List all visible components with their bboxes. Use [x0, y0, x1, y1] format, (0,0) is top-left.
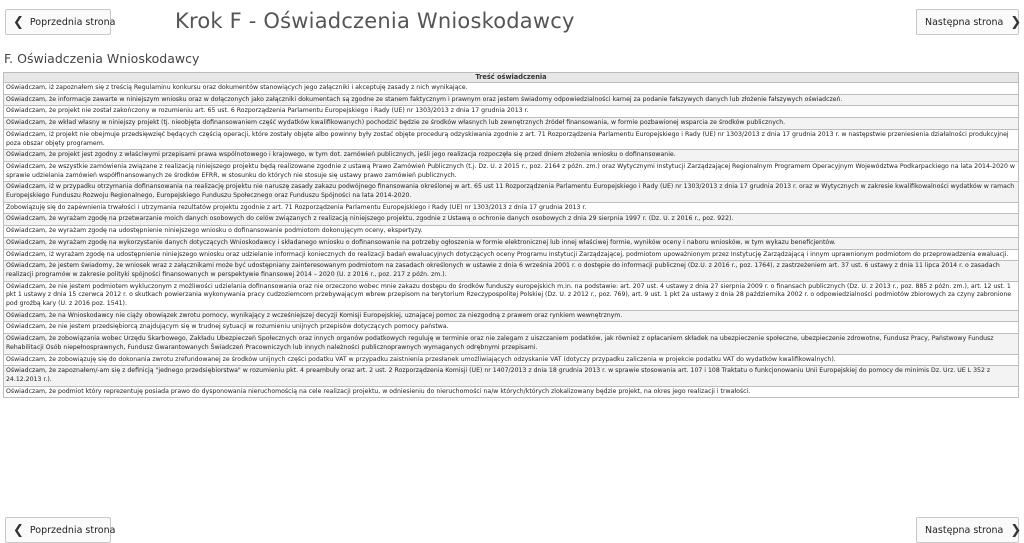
column-header-declaration: Treść oświadczenia [4, 73, 1019, 83]
table-row [4, 310, 1019, 322]
chevron-left-icon: ❮ [13, 14, 24, 30]
table-row [4, 261, 1019, 281]
chevron-right-icon: ❯ [1010, 14, 1022, 30]
table-row [4, 334, 1019, 354]
table-row [4, 249, 1019, 261]
table-row [4, 83, 1019, 95]
declaration-text: Oświadczam, że projekt jest zgodny z właściwymi przepisami prawa wspólnotowego i krajowego, w tym dot. zamówień publicznych, jeśli jego realizacja rozpoczęła się przed dniem złożenia wniosku o dofinansowanie. [4, 150, 1019, 162]
declarations-table [3, 72, 1019, 398]
prev-page-button-bottom[interactable] [5, 517, 116, 543]
table-row [4, 354, 1019, 366]
declarations-table-body [4, 83, 1019, 398]
chevron-right-icon: ❯ [1010, 522, 1022, 538]
chevron-left-icon: ❮ [13, 522, 24, 538]
declaration-text: Oświadczam, że wyrażam zgodę na udostępnienie niniejszego wniosku o dofinansowanie podmiotom dokonującym oceny, ekspertyzy. [4, 226, 1019, 238]
declaration-text: Oświadczam, że nie jestem podmiotem wykluczonym z możliwości udzielania dofinansowania oraz nie orzeczono wobec mnie zakazu dostępu do środków funduszy europejskich m.in. na podstawie: art. 207 ust. 4 ustawy z dnia 27 sierpnia 2009 r. o finansach publicznych (Dz. U. z 2013 r., poz. 885 z późn. zm.), art. 12 ust. 1 pkt 1 ustawy z dnia 15 czerwca 2012 r. o skutkach powierzania wykonywania pracy cudzoziemcom przebywającym wbrew przepisom na terytorium Rzeczypospolitej Polskiej (Dz. U. z 2012 r., poz. 769), art. 9 ust. 1 pkt 2a ustawy z dnia 28 października 2002 r. o odpowiedzialności podmiotów zbiorowych za czyny zabronione pod groźbą kary (U. z 2016 poz. 1541). [4, 281, 1019, 310]
table-row [4, 202, 1019, 214]
next-page-button-top[interactable] [916, 9, 1022, 35]
page-title: Krok F - Oświadczenia Wnioskodawcy [175, 9, 575, 33]
next-page-label: Następna strona [925, 524, 1004, 536]
table-row [4, 161, 1019, 181]
prev-page-label: Poprzednia strona [29, 16, 116, 28]
declaration-text: Oświadczam, że jestem świadomy, że wniosek wraz z załącznikami może być udostępniany zainteresowanym podmiotom na zasadach określonych w ustawie z dnia 6 września 2001 r. o dostępie do informacji publicznej (Dz.U. z 2016 r., poz. 1764), z zastrzeżeniem art. 37 ust. 6 ustawy z dnia 11 lipca 2014 r. o zasadach realizacji programów w zakresie polityki spójności finansowanych w perspektywie finansowej 2014 – 2020 (U. z 2016 r., poz. 217 z późn. zm.). [4, 261, 1019, 281]
table-row [4, 281, 1019, 310]
declaration-text: Zobowiązuję się do zapewnienia trwałości i utrzymania rezultatów projektu zgodnie z art. 71 Rozporządzenia Parlamentu Europejskiego i Rady (UE) nr 1303/2013 z dnia 17 grudnia 2013 r. [4, 202, 1019, 214]
declaration-text: Oświadczam, iż w przypadku otrzymania dofinansowania na realizację projektu nie naruszę zasady zakazu podwójnego finansowania określonej w art. 65 ust 11 Rozporządzenia Parlamentu Europejskiego i Rady (UE) nr 1303/2013 z dnia 17 grudnia 2013 r. oraz w Wytycznych w zakresie kwalifikowalności wydatków w ramach Europejskiego Funduszu Rozwoju Regionalnego, Europejskiego Funduszu Społecznego oraz Funduszu Spójności na lata 2014-2020. [4, 182, 1019, 202]
table-row [4, 214, 1019, 226]
table-row [4, 237, 1019, 249]
declaration-text: Oświadczam, iż zapoznałem się z treścią Regulaminu konkursu oraz dokumentów stanowiących jego załączniki i akceptuję zasady z nich wynikające. [4, 83, 1019, 95]
declaration-text: Oświadczam, że zobowiązania wobec Urzędu Skarbowego, Zakładu Ubezpieczeń Społecznych oraz innych organów podatkowych reguluję w terminie oraz nie zalegam z uiszczaniem podatków, jak również z opłacaniem składek na ubezpieczenie społeczne, ubezpieczenie zdrowotne, Fundusz Pracy, Państwowy Fundusz Rehabilitacji Osób niepełnosprawnych, Fundusz Gwarantowanych Świadczeń Pracowniczych lub innych należności publicznoprawnych wymaganych odrębnymi przepisami. [4, 334, 1019, 354]
prev-page-label: Poprzednia strona [29, 524, 116, 536]
declaration-text: Oświadczam, że informacje zawarte w niniejszym wniosku oraz w dołączonych jako załączniki dokumentach są zgodne ze stanem faktycznym i prawnym oraz jestem świadomy odpowiedzialności karnej za podanie fałszywych danych lub złożenie fałszywych oświadczeń. [4, 94, 1019, 106]
prev-page-button-top[interactable] [5, 9, 116, 35]
declaration-text: Oświadczam, że wyrażam zgodę na przetwarzanie moich danych osobowych do celów związanych z realizacją niniejszego projektu, zgodnie z Ustawą o ochronie danych osobowych z dnia 29 sierpnia 1997 r. (Dz. U. z 2016 r., poz. 922). [4, 214, 1019, 226]
table-row [4, 366, 1019, 386]
table-row [4, 118, 1019, 130]
declaration-text: Oświadczam, że podmiot który reprezentuję posiada prawo do dysponowania nieruchomością na cele realizacji projektu, w odniesieniu do nieruchomości na/w których/których zlokalizowany będzie projekt, na okres jego realizacji i trwałości. [4, 386, 1019, 398]
declaration-text: Oświadczam, że zobowiązuję się do dokonania zwrotu zrefundowanej ze środków unijnych części podatku VAT w przypadku zaistnienia przesłanek umożliwiających odzyskanie VAT (dotyczy przypadku zaliczenia w projekcie podatku VAT do wydatków kwalifikowalnych). [4, 354, 1019, 366]
declaration-text: Oświadczam, że wszystkie zamówienia związane z realizacją niniejszego projektu będą realizowane zgodnie z ustawą Prawo Zamówień Publicznych (t.j. Dz. U. z 2015 r., poz. 2164 z późn. zm.) oraz Wytycznymi Instytucji Zarządzającej Regionalnym Programem Operacyjnym Województwa Podkarpackiego na lata 2014-2020 w sprawie udzielania zamówień współfinansowanych ze środków EFRR, w stosunku do których nie stosuje się ustawy prawo zamówień publicznych. [4, 161, 1019, 181]
next-page-label: Następna strona [925, 16, 1004, 28]
next-page-button-bottom[interactable] [916, 517, 1022, 543]
table-row [4, 182, 1019, 202]
declaration-text: Oświadczam, że wyrażam zgodę na wykorzystanie danych dotyczących Wnioskodawcy i składanego wniosku o dofinansowanie na potrzeby ogłoszenia w formie elektronicznej lub innej właściwej formie, wyników oceny i naboru wniosków, w tym wykazu beneficjentów. [4, 237, 1019, 249]
section-title: F. Oświadczenia Wnioskodawcy [4, 51, 200, 66]
table-row [4, 322, 1019, 334]
declaration-text: Oświadczam, iż wyrażam zgodę na udostępnienie niniejszego wniosku oraz udzielanie informacji koniecznych do realizacji badań ewaluacyjnych dotyczących oceny Programu Instytucji Zarządzającej, podmiotom upoważnionym przez Instytucję Zarządzającą i innym uprawnionym podmiotom do przeprowadzenia ewaluacji. [4, 249, 1019, 261]
declaration-text: Oświadczam, że zapoznałem/-am się z definicją "jednego przedsiębiorstwa" w rozumieniu pkt. 4 preambuły oraz art. 2 ust. 2 Rozporządzenia Komisji (UE) nr 1407/2013 z dnia 18 grudnia 2013 r. w sprawie stosowania art. 107 i 108 Traktatu o funkcjonowaniu Unii Europejskiej do pomocy de minimis Dz. Urz. UE L 352 z 24.12.2013 r.). [4, 366, 1019, 386]
declaration-text: Oświadczam, iż projekt nie obejmuje przedsięwzięć będących częścią operacji, które zostały objęte albo powinny były zostać objęte procedurą odzyskiwania zgodnie z art. 71 Rozporządzenia Parlamentu Europejskiego i Rady (UE) nr 1303/2013 z dnia 17 grudnia 2013 r. w następstwie przeniesienia działalności produkcyjnej poza obszar objęty programem. [4, 129, 1019, 149]
table-row [4, 106, 1019, 118]
table-row [4, 226, 1019, 238]
table-row [4, 150, 1019, 162]
declaration-text: Oświadczam, że nie jestem przedsiębiorcą znajdującym się w trudnej sytuacji w rozumieniu unijnych przepisów dotyczących pomocy państwa. [4, 322, 1019, 334]
table-row [4, 386, 1019, 398]
table-header-row [4, 73, 1019, 83]
declaration-text: Oświadczam, że wkład własny w niniejszy projekt (tj. nieobjęta dofinansowaniem część wydatków kwalifikowanych) pochodzić będzie ze środków własnych lub zewnętrznych źródeł finansowania, w formie pozbawionej wsparcia ze środków publicznych. [4, 118, 1019, 130]
table-row [4, 129, 1019, 149]
table-row [4, 94, 1019, 106]
declaration-text: Oświadczam, że projekt nie został zakończony w rozumieniu art. 65 ust. 6 Rozporządzenia Parlamentu Europejskiego i Rady (UE) nr 1303/2013 z dnia 17 grudnia 2013 r. [4, 106, 1019, 118]
declaration-text: Oświadczam, że na Wnioskodawcy nie ciąży obowiązek zwrotu pomocy, wynikający z wcześniejszej decyzji Komisji Europejskiej, uznającej pomoc za niezgodną z prawem oraz rynkiem wewnętrznym. [4, 310, 1019, 322]
